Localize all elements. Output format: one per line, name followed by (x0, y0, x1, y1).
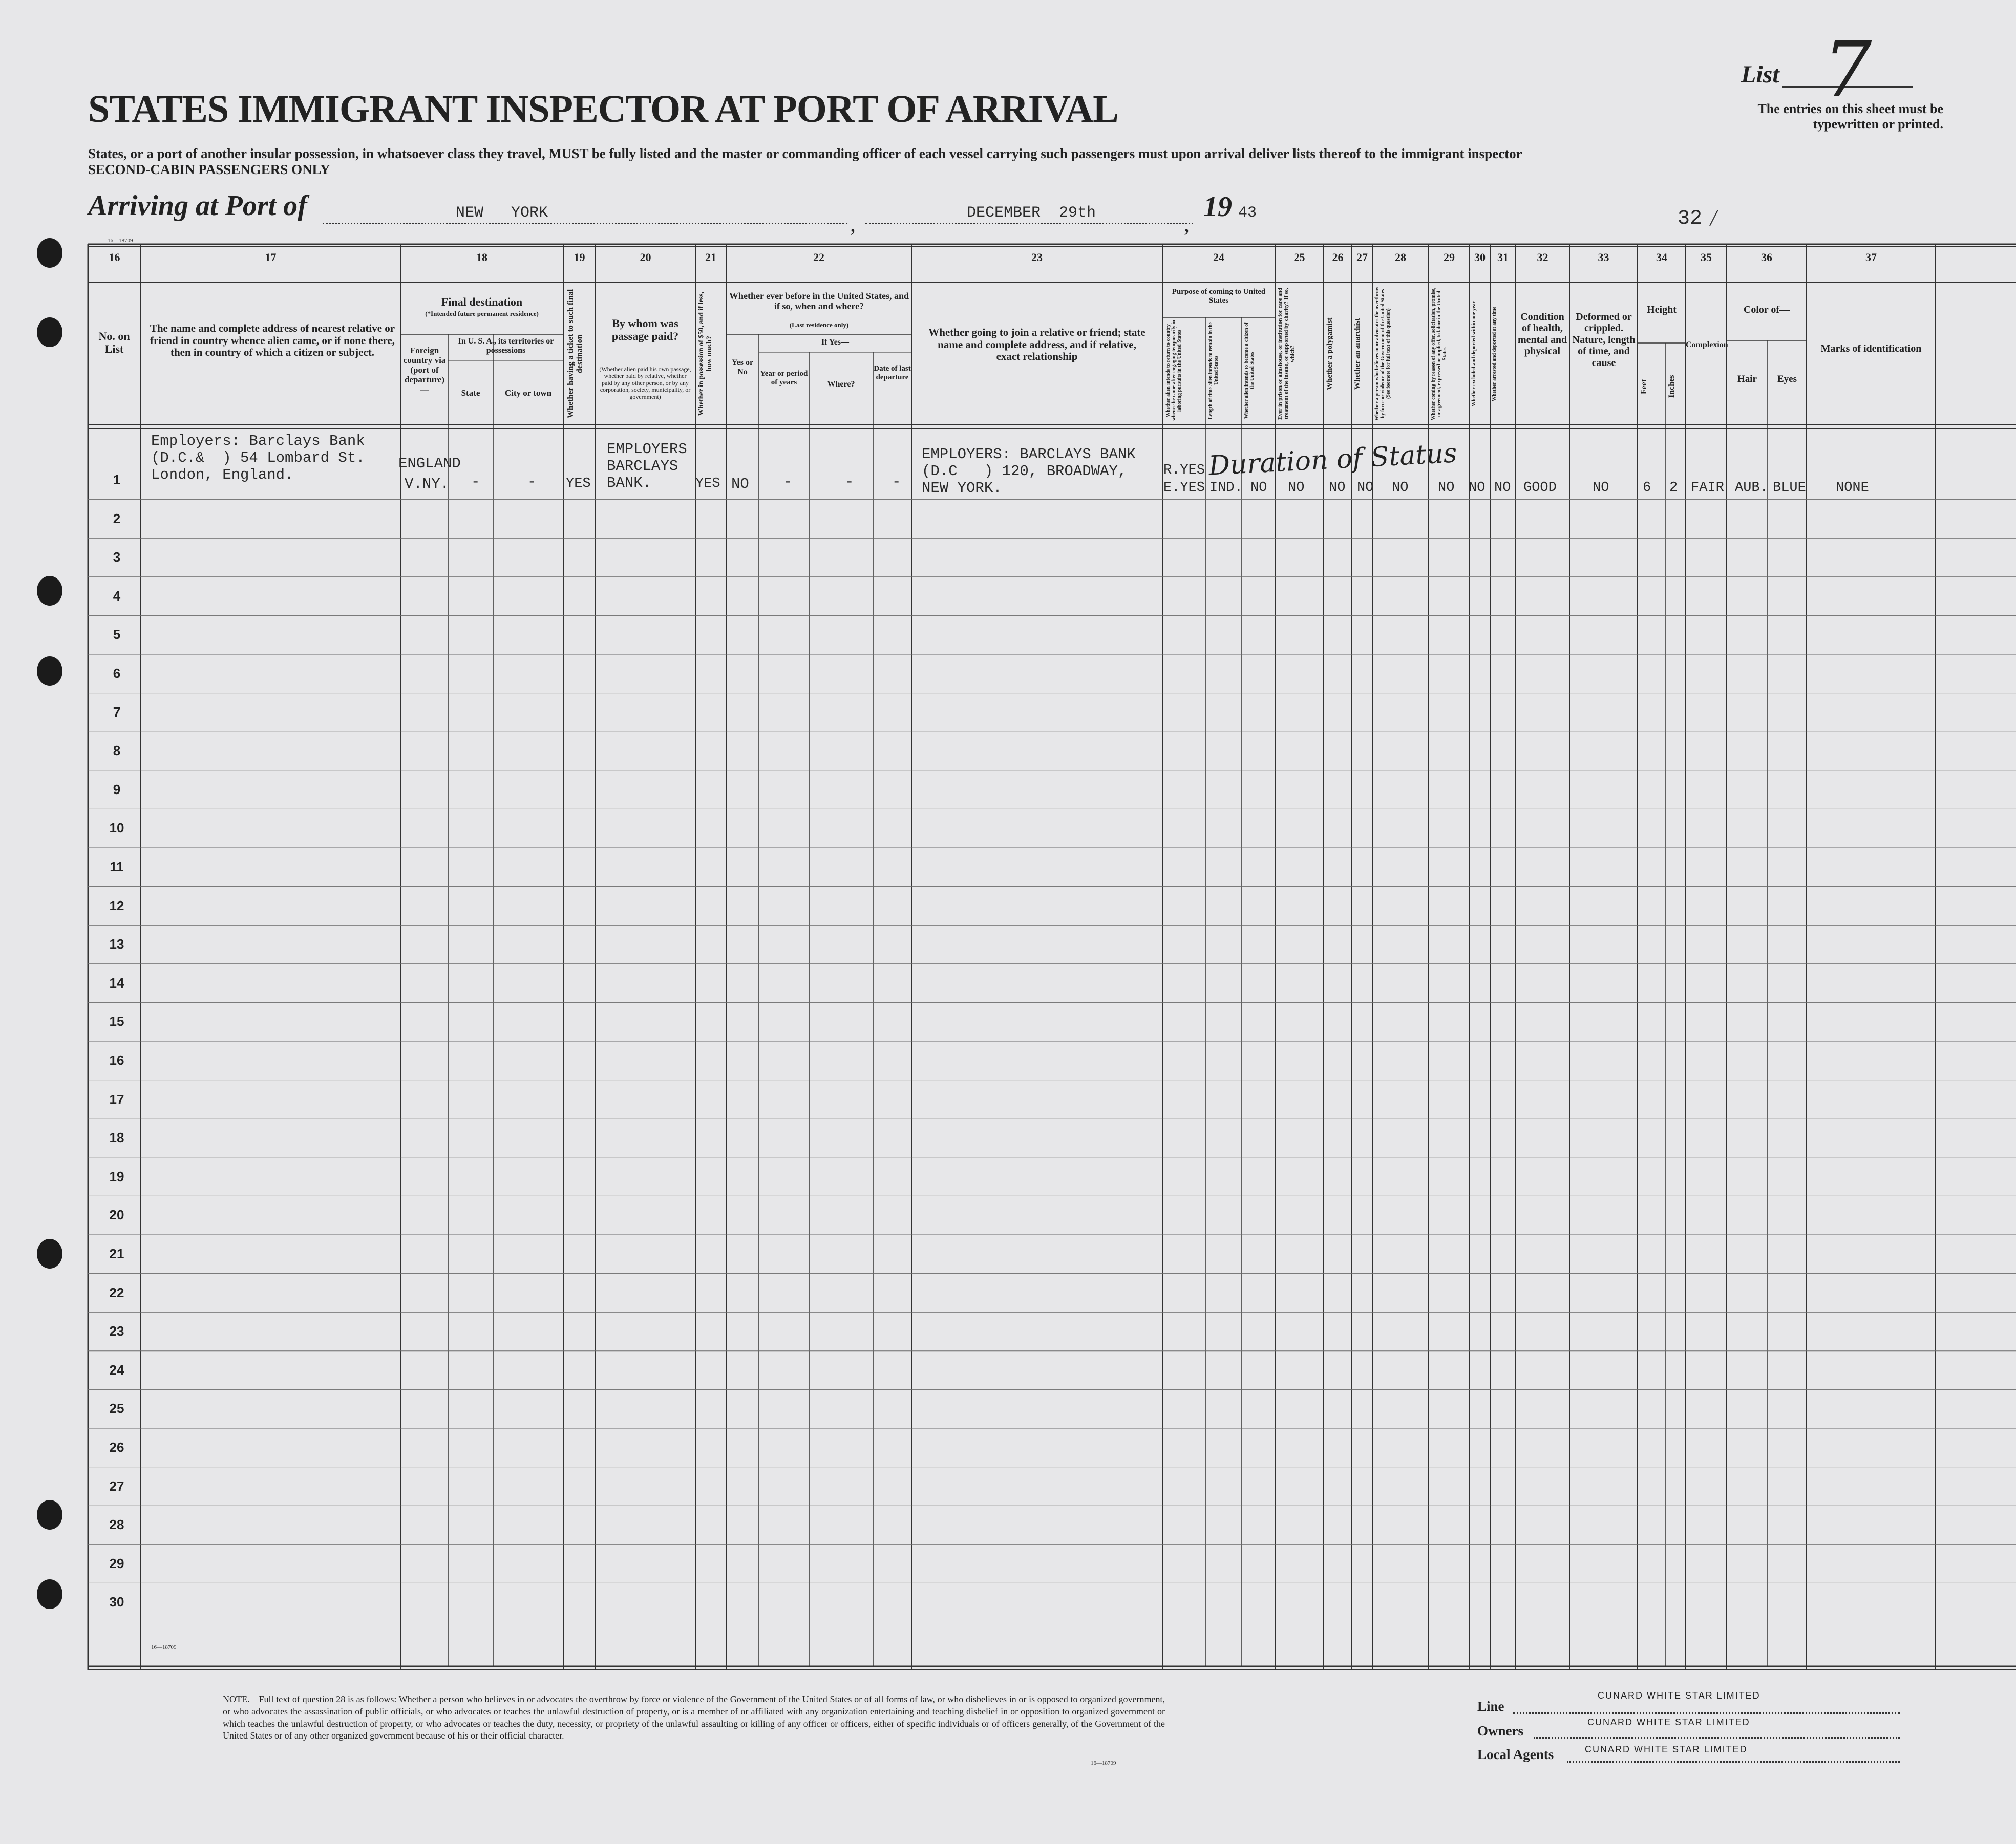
header-last-residence: (Last residence only) (789, 321, 849, 329)
row-number: 16 (109, 1053, 124, 1068)
form-code: 16—18709 (108, 238, 133, 244)
header-in-usa: In U. S. A., its territories or possessions (458, 337, 554, 355)
header-color-of: Color of— (1743, 304, 1790, 315)
bottom-form-code: 16—18709 (151, 1644, 177, 1650)
row-number: 29 (109, 1555, 124, 1571)
row-number: 24 (109, 1362, 124, 1378)
row-number: 27 (109, 1478, 124, 1494)
header-no-on-list: No. on List (98, 330, 130, 355)
entry-ticket: YES (566, 476, 591, 491)
local-agents-label: Local Agents (1477, 1747, 1554, 1762)
entry-deformed: NO (1593, 480, 1609, 496)
local-agents-underline (1567, 1761, 1900, 1763)
column-number: 29 (1444, 251, 1455, 264)
header-eyes: Eyes (1777, 374, 1797, 384)
entry-citizen-intent: NO (1250, 480, 1267, 496)
column-number: 36 (1761, 251, 1772, 264)
entry-polygamist: NO (1329, 480, 1346, 496)
header-ticket: Whether having a ticket to such final destination (566, 289, 584, 419)
entry-hair: AUB. (1735, 480, 1768, 496)
entry-passage-paid: EMPLOYERS BARCLAYS BANK. (607, 441, 687, 491)
comma: , (1184, 211, 1190, 237)
header-arrested: Whether arrested and deported at any time (1492, 306, 1497, 401)
entry-nearest-relative: Employers: Barclays Bank (D.C.& ) 54 Lombard St. London, England. (151, 433, 365, 483)
entry-before-in-us: NO (731, 476, 749, 492)
column-number: 25 (1293, 251, 1305, 264)
row-number: 4 (113, 588, 121, 604)
header-where: Where? (827, 380, 855, 389)
header-passage-paid: By whom was passage paid? (611, 317, 679, 342)
owners-value: CUNARD WHITE STAR LIMITED (1587, 1717, 1750, 1727)
column-number: 20 (640, 251, 651, 264)
footnote-question-28: NOTE.—Full text of question 28 is as follows: Whether a person who believes in or advocates the overthrow by force or violence of the Government of the United States or of all forms of law, or who disbelieves in or is opposed to organized government, or who advocates the assassination of public officials, or who advocates or teaches the unlawful destruction of property, or is a member of or affiliated with any organization entertaining and teaching disbelief in or opposition to organized government or which teaches the unlawful destruction of property, or who advocates or teaches the duty, necessity, or propriety of the unlawful assaulting or killing of any officer or officers, either of specific individuals or of officers generally, of the Government of the United States or of any other organized government because of his or their official character. (223, 1694, 1165, 1741)
header-final-destination: Final destination (441, 295, 523, 308)
entry-fifty-dollars: YES (695, 476, 720, 491)
entry-excluded: NO (1469, 480, 1486, 496)
column-number: 37 (1865, 251, 1877, 264)
entry-eyes: BLUE (1773, 480, 1806, 496)
entry-last-departure: - (892, 474, 901, 490)
row-number: 28 (109, 1517, 124, 1533)
entry-via: V.NY. (405, 476, 450, 492)
header-year: Year or period of years (760, 370, 808, 387)
cabin-class-line: SECOND-CABIN PASSENGERS ONLY (88, 162, 330, 177)
form-subtitle: States, or a port of another insular possession, in whatsoever class they travel, MUST be fully listed and the master or commanding officer of each vessel carrying such passengers must upon arrival deliver lists thereof to the immigrant inspector (88, 146, 1522, 161)
entry-complexion: FAIR (1691, 480, 1724, 496)
row-number: 23 (109, 1323, 124, 1339)
entry-foreign-country: ENGLAND (398, 455, 461, 472)
column-number: 22 (813, 251, 824, 264)
owners-label: Owners (1477, 1723, 1523, 1739)
line-underline (1513, 1712, 1900, 1714)
row-number: 12 (109, 897, 124, 913)
entry-inches: 2 (1669, 480, 1678, 496)
header-anarchist: Whether an anarchist (1353, 318, 1362, 390)
header-height: Height (1647, 304, 1677, 315)
row-number: 21 (109, 1246, 124, 1261)
stamp-number: 32 (1678, 207, 1703, 230)
year-suffix: 43 (1238, 204, 1257, 222)
row-number: 6 (113, 666, 121, 681)
header-inches: Inches (1667, 375, 1676, 398)
column-number: 24 (1213, 251, 1224, 264)
entry-marks: NONE (1836, 480, 1869, 496)
form-title: STATES IMMIGRANT INSPECTOR AT PORT OF ARRIVAL (88, 88, 1118, 131)
row-number: 17 (109, 1091, 124, 1107)
column-number: 34 (1656, 251, 1667, 264)
header-yes-no: Yes or No (731, 358, 754, 376)
column-number: 30 (1474, 251, 1486, 264)
entry-arrested: NO (1494, 480, 1511, 496)
column-number: 23 (1031, 251, 1043, 264)
comma: , (850, 211, 856, 237)
local-agents-value: CUNARD WHITE STAR LIMITED (1585, 1744, 1748, 1754)
column-number: 18 (476, 251, 487, 264)
header-complexion: Complexion (1686, 340, 1728, 349)
row-number: 8 (113, 743, 121, 759)
row-number: 5 (113, 627, 121, 642)
column-number: 16 (109, 251, 120, 264)
entry-handwritten-status: Duration of Status (1207, 438, 1458, 482)
row-number: 3 (113, 549, 121, 565)
row-number: 15 (109, 1014, 124, 1030)
entry-prison: NO (1288, 480, 1305, 496)
header-before-in-us: Whether ever before in the United States, and if so, when and where? (729, 291, 909, 312)
entry-labor-offer: NO (1438, 480, 1455, 496)
row-number: 11 (110, 859, 124, 874)
entry-where: - (845, 474, 854, 490)
footnote-code: 16—18709 (1091, 1760, 1116, 1766)
row-number: 1 (113, 472, 121, 487)
row-number: 26 (109, 1440, 124, 1455)
header-joining-relative: Whether going to join a relative or friend; state name and complete address, and if relative, exact relationship (928, 326, 1145, 363)
header-health: Condition of health, mental and physical (1517, 311, 1567, 357)
header-overthrow: Whether a person who believes in or advocates the overthrow by force or violence of the Government of the United States (See footnote for full text of this question) (1374, 287, 1391, 421)
header-city: City or town (504, 388, 552, 398)
column-number: 26 (1332, 251, 1344, 264)
header-polygamist: Whether a polygamist (1326, 317, 1334, 390)
row-number: 22 (109, 1284, 124, 1300)
header-excluded: Whether excluded and deported within one year (1471, 301, 1477, 406)
owners-underline (1534, 1737, 1900, 1739)
column-number: 31 (1497, 251, 1509, 264)
column-number: 19 (574, 251, 585, 264)
entry-overthrow: NO (1392, 480, 1409, 496)
row-number: 7 (113, 704, 121, 720)
entry-purpose-r: R.YES (1163, 463, 1205, 478)
row-number: 25 (109, 1401, 124, 1417)
header-hair: Hair (1737, 374, 1757, 384)
header-fifty-dollars: Whether in possession of $50, and if less, how much? (697, 291, 713, 416)
line-value: CUNARD WHITE STAR LIMITED (1598, 1690, 1760, 1701)
header-feet: Feet (1640, 379, 1648, 394)
row-number: 19 (109, 1168, 124, 1184)
header-marks: Marks of identification (1820, 343, 1922, 354)
list-number: 7 (1823, 26, 1872, 115)
header-passage-note: (Whether alien paid his own passage, whether paid by relative, whether paid by any other person, or by any corporation, society, municipality, or government) (599, 366, 691, 400)
header-return-intent: Whether alien intends to return to country whence he came after engaging temporarily in laboring pursuits in the United States (1165, 320, 1182, 421)
column-number: 21 (705, 251, 716, 264)
header-state: State (461, 388, 480, 398)
entry-year: - (783, 474, 793, 490)
entry-anarchist: NO (1357, 480, 1374, 496)
entry-health: GOOD (1523, 480, 1557, 496)
entry-state: - (471, 474, 480, 490)
entry-feet: 6 (1643, 480, 1651, 496)
header-deformed: Deformed or crippled. Nature, length of time, and cause (1572, 311, 1636, 369)
header-foreign-country: Foreign country via (port of departure)— (403, 346, 446, 395)
year-prefix: 19 (1203, 191, 1232, 223)
list-note: The entries on this sheet must be typewritten or printed. (1757, 101, 1943, 132)
column-number: 33 (1598, 251, 1609, 264)
date-value: DECEMBER 29th (967, 204, 1096, 222)
header-nearest-relative: The name and complete address of nearest relative or friend in country whence alien came, or if none there, then in country of which a citizen or subject. (150, 322, 395, 359)
header-last-departure: Date of last departure (874, 364, 911, 381)
entry-joining: EMPLOYERS: BARCLAYS BANK (D.C ) 120, BROADWAY, NEW YORK. (922, 446, 1136, 497)
header-final-destination-note: (*Intended future permanent residence) (425, 310, 539, 317)
entry-city: - (527, 474, 537, 490)
port-label: Arriving at Port of (88, 190, 307, 222)
row-number: 18 (109, 1130, 124, 1146)
column-number: 32 (1537, 251, 1548, 264)
check-mark: / (1710, 205, 1717, 230)
header-prison: Ever in prison or almshouse, or institution for care and treatment of the insane, or supported by charity? If so, which? (1277, 287, 1296, 420)
column-number: 35 (1701, 251, 1712, 264)
entry-purpose-e: E.YES (1163, 480, 1205, 496)
row-number: 2 (113, 510, 121, 526)
row-number: 14 (109, 975, 124, 991)
port-value: NEW YORK (456, 204, 548, 222)
header-if-yes: If Yes— (821, 338, 850, 347)
row-number: 30 (109, 1594, 124, 1610)
header-labor-offer: Whether coming by reason of any offer, solicitation, promise, or agreement, expressed or implied, to labor in the United States (1431, 287, 1448, 420)
row-number: 13 (109, 936, 124, 952)
column-number: 28 (1395, 251, 1406, 264)
line-label: Line (1477, 1699, 1504, 1714)
header-citizen-intent: Whether alien intends to become a citizen of the United States (1244, 322, 1255, 419)
column-number: 27 (1356, 251, 1368, 264)
header-purpose: Purpose of coming to United States (1172, 288, 1266, 305)
row-number: 9 (113, 781, 121, 797)
column-number: 17 (265, 251, 277, 264)
entry-length-of-stay: IND. (1209, 480, 1243, 496)
header-length-of-stay: Length of time alien intends to remain in the United States (1208, 322, 1219, 419)
row-number: 10 (109, 820, 124, 836)
row-number: 20 (109, 1207, 124, 1223)
list-label: List (1741, 61, 1779, 88)
